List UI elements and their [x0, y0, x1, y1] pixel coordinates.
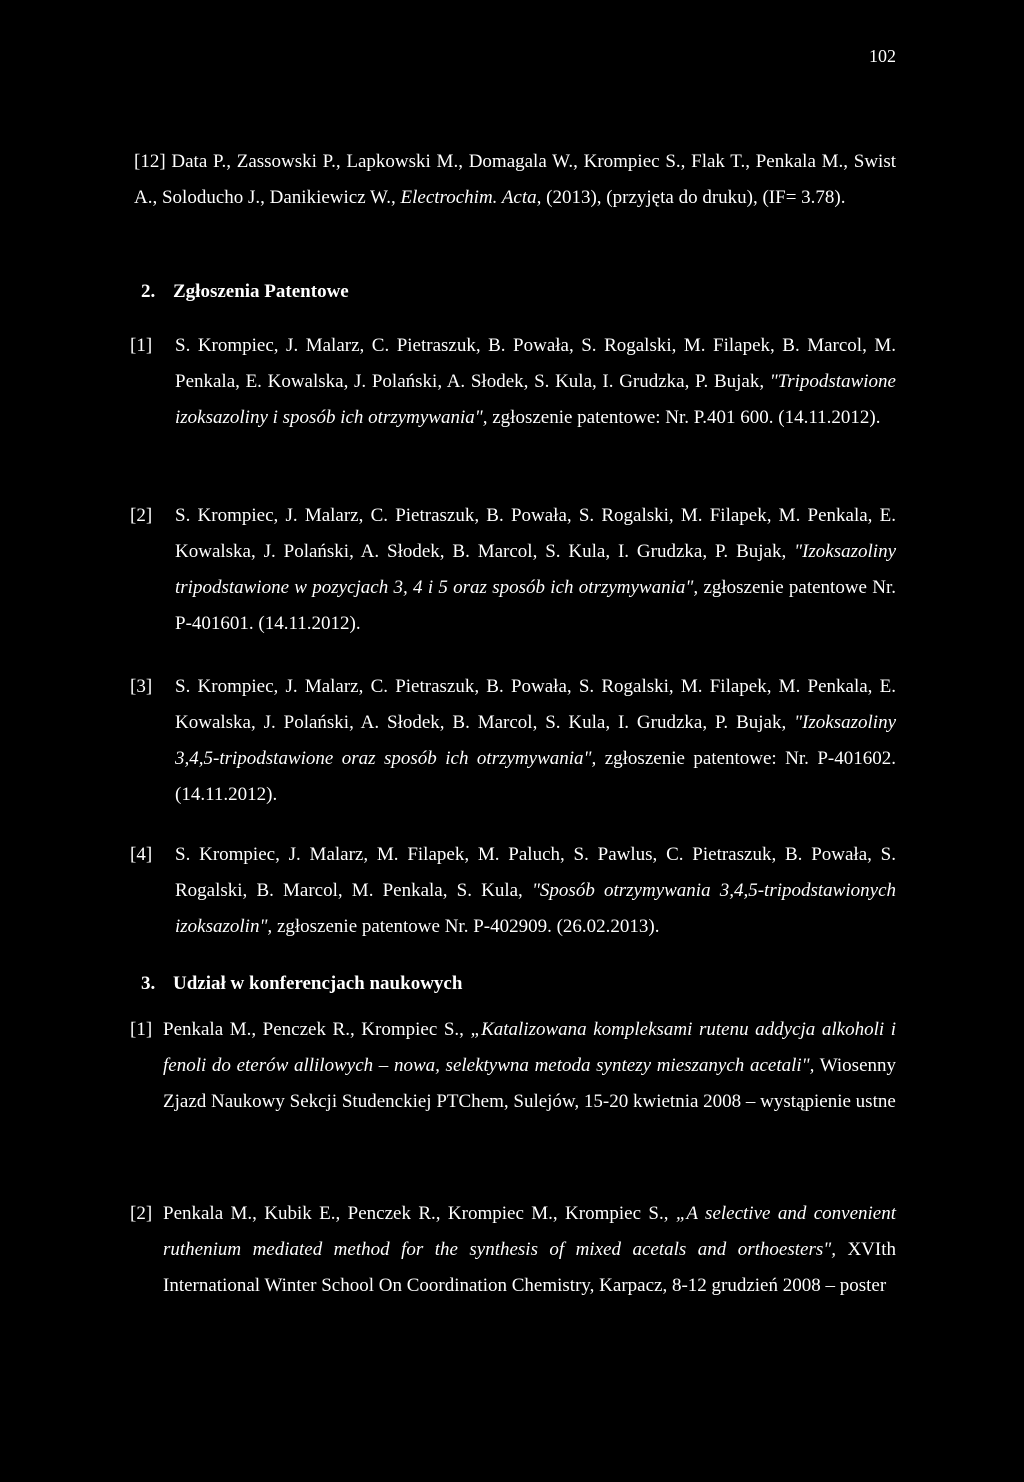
entry-number: [2] — [130, 1203, 153, 1224]
entry-tail: Wiosenny Zjazd Naukowy Sekcji Studenckiej PTChem, Sulejów, 15-20 kwietnia 2008 – wystąpienie ustne — [163, 1055, 896, 1112]
entry-number: [3] — [130, 676, 153, 697]
entry-tail: zgłoszenie patentowe: Nr. P.401 600. (14.11.2012). — [492, 407, 881, 428]
entry-number: [12] — [134, 151, 166, 172]
entry-authors: S. Krompiec, J. Malarz, M. Filapek, M. Paluch, S. Pawlus, C. Pietraszuk, B. Powała, S. Rogalski, B. Marcol, M. Penkala, S. Kula, — [175, 844, 896, 901]
section-number: 2. — [141, 281, 156, 302]
publication-text — [134, 144, 896, 216]
entry-title: "Tripodstawione izoksazoliny i sposób ich otrzymywania", — [175, 371, 896, 428]
entry-tail: (2013), (przyjęta do druku), (IF= 3.78). — [546, 187, 846, 208]
conference-text — [163, 1012, 896, 1120]
page-number: 102 — [869, 46, 896, 66]
conference-text — [163, 1196, 896, 1304]
entry-authors: Penkala M., Kubik E., Penczek R., Krompiec M., Krompiec S., — [163, 1203, 669, 1224]
section-heading-patents — [141, 274, 349, 310]
entry-number: [2] — [130, 505, 153, 526]
patent-text — [175, 328, 896, 436]
entry-authors: S. Krompiec, J. Malarz, C. Pietraszuk, B. Powała, S. Rogalski, M. Filapek, M. Penkala, E. Kowalska, J. Polański, A. Słodek, B. Marcol, S. Kula, I. Grudzka, P. Bujak, — [175, 676, 896, 733]
entry-tail: zgłoszenie patentowe: Nr. P-401602. (14.11.2012). — [175, 748, 897, 805]
entry-title: "Sposób otrzymywania 3,4,5-tripodstawionych izoksazolin", — [175, 880, 897, 937]
patent-text — [175, 498, 896, 642]
patent-text — [175, 669, 896, 813]
entry-title: „Katalizowana kompleksami rutenu addycja alkoholi i fenoli do eterów allilowych – nowa, selektywna metoda syntezy mieszanych acetali", — [163, 1019, 896, 1076]
section-title: Zgłoszenia Patentowe — [173, 281, 349, 302]
entry-authors: Data P., Zassowski P., Lapkowski M., Domagala W., Krompiec S., Flak T., Penkala M., Swist A., Soloducho J., Danikiewicz W., — [134, 151, 896, 208]
entry-authors: S. Krompiec, J. Malarz, C. Pietraszuk, B. Powała, S. Rogalski, M. Filapek, M. Penkala, E. Kowalska, J. Polański, A. Słodek, B. Marcol, S. Kula, I. Grudzka, P. Bujak, — [175, 505, 896, 562]
patent-text — [175, 837, 896, 945]
entry-number: [1] — [130, 1019, 153, 1040]
section-heading-conferences — [141, 966, 462, 1002]
entry-title: „A selective and convenient ruthenium mediated method for the synthesis of mixed acetals and orthoesters", — [163, 1203, 897, 1260]
entry-tail: XVIth International Winter School On Coordination Chemistry, Karpacz, 8-12 grudzień 2008 – poster — [163, 1239, 896, 1296]
entry-title: "Izoksazoliny tripodstawione w pozycjach 3, 4 i 5 oraz sposób ich otrzymywania", — [175, 541, 897, 598]
section-number: 3. — [141, 973, 156, 994]
entry-number: [1] — [130, 335, 153, 356]
entry-authors: Penkala M., Penczek R., Krompiec S., — [163, 1019, 464, 1040]
section-title: Udział w konferencjach naukowych — [173, 973, 463, 994]
entry-authors: S. Krompiec, J. Malarz, C. Pietraszuk, B. Powała, S. Rogalski, M. Filapek, B. Marcol, M. Penkala, E. Kowalska, J. Polański, A. Słodek, S. Kula, I. Grudzka, P. Bujak, — [175, 335, 896, 392]
entry-journal: Electrochim. Acta, — [400, 187, 542, 208]
entry-tail: zgłoszenie patentowe Nr. P-401601. (14.11.2012). — [175, 577, 897, 634]
entry-title: "Izoksazoliny 3,4,5-tripodstawione oraz sposób ich otrzymywania", — [175, 712, 897, 769]
entry-tail: zgłoszenie patentowe Nr. P-402909. (26.02.2013). — [276, 916, 660, 937]
entry-number: [4] — [130, 844, 153, 865]
